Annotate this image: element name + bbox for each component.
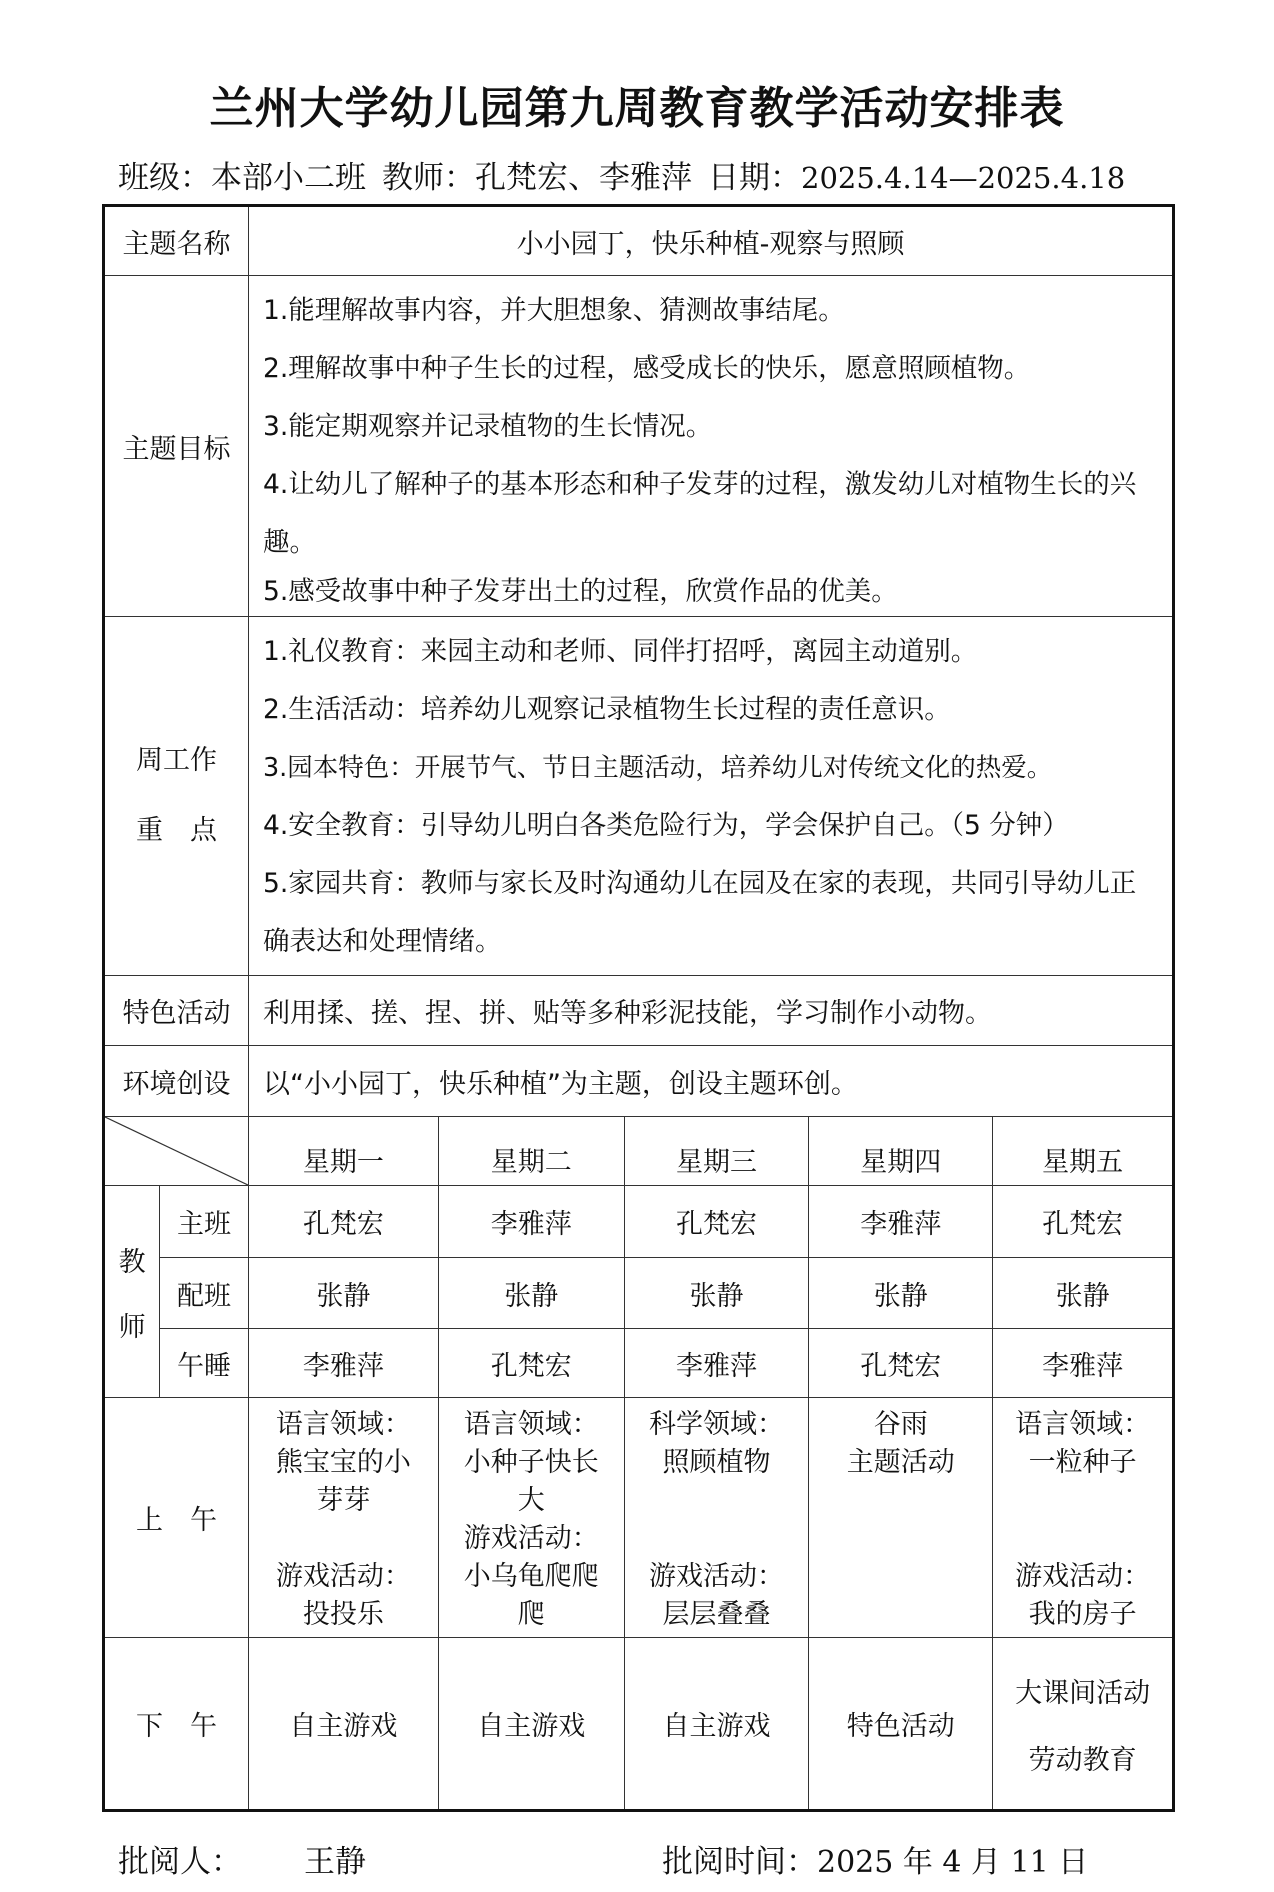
teacher-cell: 孔梵宏 [248,1186,438,1258]
role-assistant: 配班 [160,1258,249,1329]
morning-cell-tue [438,1398,624,1638]
focus-item: 2.生活活动：培养幼儿观察记录植物生长过程的责任意识。 [262,694,951,725]
game-label: 游戏活动： [649,1561,785,1592]
theme-day-name: 谷雨 [873,1409,928,1440]
weekly-focus-label-line2: 重 点 [135,815,217,846]
area-label: 语言领域： [275,1409,411,1440]
teacher-cell: 李雅萍 [993,1329,1174,1398]
reviewer-label: 批阅人： [118,1844,242,1880]
role-main: 主班 [160,1186,249,1258]
game-label: 游戏活动： [275,1561,411,1592]
teacher-cell: 张静 [624,1258,809,1329]
review-time-value: 2025 年 4 月 11 日 [817,1845,1089,1880]
teacher-cell: 孔梵宏 [624,1186,809,1258]
schedule-table [102,204,1175,1812]
morning-cell-wed [624,1398,809,1638]
review-time-label: 批阅时间： [662,1844,817,1880]
morning-cell-mon [248,1398,438,1638]
activity-name-cont: 大 [517,1485,545,1516]
teacher-cell: 孔梵宏 [993,1186,1174,1258]
diagonal-header-cell [104,1117,249,1186]
goal-item: 3.能定期观察并记录植物的生长情况。 [262,411,713,442]
game-name: 我的房子 [1028,1599,1137,1630]
game-name-cont: 爬 [517,1599,545,1630]
teacher-cell: 孔梵宏 [438,1329,624,1398]
day-header-fri: 星期五 [993,1117,1174,1186]
goal-item: 5.感受故事中种子发芽出土的过程，欣赏作品的优美。 [262,576,898,607]
teacher-cell: 李雅萍 [248,1329,438,1398]
weekly-focus-label-line1: 周工作 [135,745,217,776]
activity-name: 照顾植物 [662,1447,771,1478]
environment-label: 环境创设 [104,1046,249,1117]
game-name: 投投乐 [302,1599,384,1630]
focus-item: 1.礼仪教育：来园主动和老师、同伴打招呼，离园主动道别。 [262,636,978,667]
afternoon-label: 下 午 [104,1638,249,1811]
morning-cell-fri [993,1398,1174,1638]
game-label: 游戏活动： [463,1523,599,1554]
morning-label: 上 午 [104,1398,249,1638]
teacher-value: 孔梵宏、李雅萍 [475,160,692,196]
teacher-cell: 张静 [438,1258,624,1329]
friday-pm-line2: 劳动教育 [1028,1744,1137,1776]
morning-cell-thu [809,1398,993,1638]
focus-item: 4.安全教育：引导幼儿明白各类危险行为，学会保护自己。（5 分钟） [262,810,1069,841]
afternoon-cell-fri [993,1638,1174,1811]
game-label: 游戏活动： [1015,1561,1151,1592]
area-label: 语言领域： [1015,1409,1151,1440]
theme-label: 主题名称 [104,206,249,276]
activity-name: 熊宝宝的小 [275,1447,411,1478]
page-title: 兰州大学幼儿园第九周教育教学活动安排表 [209,83,1065,134]
day-header-mon: 星期一 [248,1117,438,1186]
focus-item: 3.园本特色：开展节气、节日主题活动，培养幼儿对传统文化的热爱。 [262,753,1053,783]
reviewer-block [118,1836,366,1881]
review-time-block [662,1836,1088,1881]
teacher-group-label-1: 教 [118,1246,146,1278]
focus-item: 5.家园共育：教师与家长及时沟通幼儿在园及在家的表现，共同引导幼儿正确表达和处理情绪。 [262,868,1137,957]
theme-value: 小小园丁，快乐种植-观察与照顾 [248,206,1173,276]
day-header-thu: 星期四 [809,1117,993,1186]
activity-name-cont: 芽芽 [316,1485,371,1516]
activity-name: 一粒种子 [1028,1447,1137,1478]
teacher-cell: 张静 [993,1258,1174,1329]
activity-name: 小种子快长 [463,1447,599,1478]
area-label: 语言领域： [463,1409,599,1440]
game-name: 小乌龟爬爬 [463,1561,599,1592]
goal-item: 1.能理解故事内容，并大胆想象、猜测故事结尾。 [262,295,845,326]
day-header-tue: 星期二 [438,1117,624,1186]
theme-activity: 主题活动 [846,1447,955,1478]
class-value: 本部小二班 [211,160,366,196]
special-activity-value: 利用揉、搓、捏、拼、贴等多种彩泥技能，学习制作小动物。 [248,976,1173,1046]
teacher-cell: 孔梵宏 [809,1329,993,1398]
afternoon-cell-wed: 自主游戏 [624,1638,809,1811]
area-label: 科学领域： [649,1409,785,1440]
goal-item: 2.理解故事中种子生长的过程，感受成长的快乐，愿意照顾植物。 [262,353,1031,384]
class-info-line [118,152,1125,197]
special-activity-label: 特色活动 [104,976,249,1046]
weekly-focus-label [104,617,249,976]
goals-list [248,276,1173,617]
teacher-group-label-2: 师 [118,1311,146,1343]
class-label: 班级： [118,160,211,196]
teacher-cell: 张静 [248,1258,438,1329]
teacher-label: 教师： [382,160,475,196]
teacher-cell: 李雅萍 [809,1186,993,1258]
game-name: 层层叠叠 [662,1599,771,1630]
friday-pm-line1: 大课间活动 [1015,1677,1151,1709]
reviewer-name: 王静 [304,1844,366,1880]
role-nap: 午睡 [160,1329,249,1398]
afternoon-cell-mon: 自主游戏 [248,1638,438,1811]
environment-value: 以“小小园丁，快乐种植”为主题，创设主题环创。 [248,1046,1173,1117]
goals-label: 主题目标 [104,276,249,617]
teacher-cell: 李雅萍 [624,1329,809,1398]
goal-item: 4.让幼儿了解种子的基本形态和种子发芽的过程，激发幼儿对植物生长的兴趣。 [262,469,1137,558]
teacher-cell: 张静 [809,1258,993,1329]
date-value: 2025.4.14—2025.4.18 [801,161,1126,195]
day-header-wed: 星期三 [624,1117,809,1186]
afternoon-cell-thu: 特色活动 [809,1638,993,1811]
date-label: 日期： [708,160,801,196]
teacher-group-label [104,1186,160,1398]
afternoon-cell-tue: 自主游戏 [438,1638,624,1811]
weekly-focus-list [248,617,1173,976]
teacher-cell: 李雅萍 [438,1186,624,1258]
diagonal-line [105,1117,248,1185]
